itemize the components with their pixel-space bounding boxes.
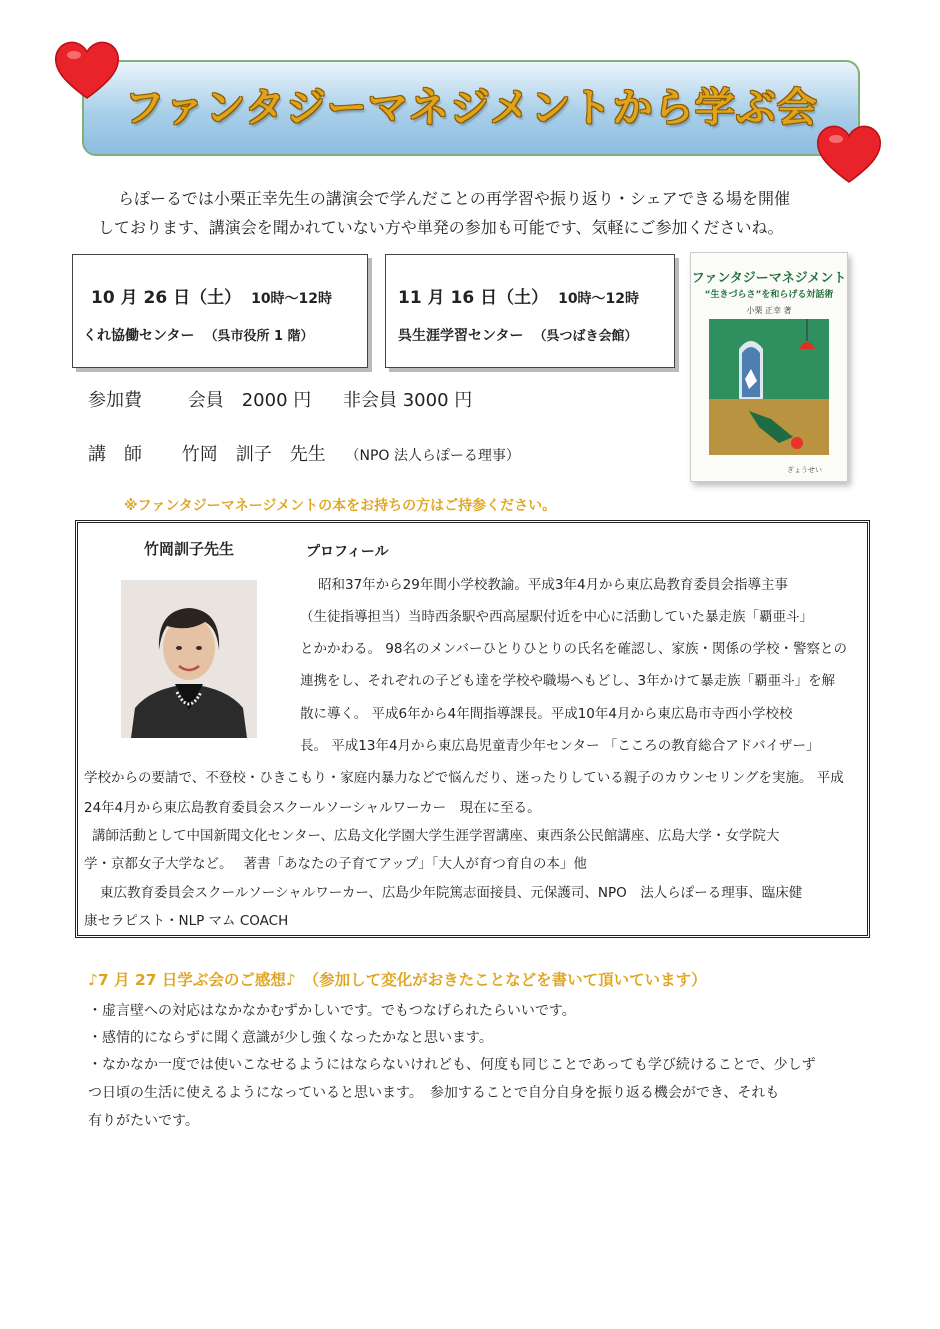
session-date: 10 月 26 日（土）	[91, 288, 242, 308]
session-box-2	[385, 254, 675, 368]
lecturer-row	[88, 440, 520, 466]
feedback-item: 有りがたいです。	[88, 1113, 199, 1129]
profile-line: 学校からの要請で、不登校・ひきこもり・家庭内暴力などで悩んだり、迷ったりしている親子のカウンセリングを実施。 平成	[84, 770, 844, 786]
profile-line: 連携をし、それぞれの子ども達を学校や職場へもどし、3年かけて暴走族「覇亜斗」を解	[300, 673, 836, 689]
profile-line: 昭和37年から29年間小学校教諭。平成3年4月から東広島教育委員会指導主事	[318, 577, 789, 593]
profile-line: 長。 平成13年4月から東広島児童青少年センター 「こころの教育総合アドバイザー」	[300, 738, 820, 754]
page-title: ファンタジーマネジメントから学ぶ会	[124, 85, 818, 131]
feedback-item: つ日頃の生活に使えるようになっていると思います。 参加することで自分自身を振り返る機会ができ、それも	[88, 1085, 780, 1101]
session-time: 10時～12時	[251, 291, 333, 307]
profile-name: 竹岡訓子先生	[144, 540, 235, 558]
profile-line: 講師活動として中国新聞文化センター、広島文化学園大学生涯学習講座、東西条公民館講座、広島大学・女学院大	[92, 828, 780, 844]
lecturer-note: （NPO 法人らぽーる理事）	[345, 448, 520, 464]
feedback-item: ・感情的にならずに聞く意識が少し強くなったかなと思います。	[88, 1030, 493, 1046]
profile-line: （生徒指導担当）当時西条駅や西高屋駅付近を中心に活動していた暴走族「覇亜斗」	[300, 609, 813, 625]
fee-nonmember: 非会員 3000 円	[343, 390, 473, 411]
fee-member: 会員 2000 円	[187, 390, 312, 411]
notice-text: ※ファンタジーマネージメントの本をお持ちの方はご持参ください。	[124, 498, 557, 514]
book-title: ファンタジーマネジメント	[691, 271, 847, 286]
book-subtitle: “生きづらさ”を和らげる対話術	[704, 290, 834, 300]
fee-row	[88, 386, 472, 412]
profile-line: とかかわる。 98名のメンバーひとりひとりの氏名を確認し、家族・関係の学校・警察との	[300, 641, 848, 657]
profile-line: 24年4月から東広島教育委員会スクールソーシャルワーカー 現在に至る。	[84, 800, 541, 816]
book-publisher: ぎょうせい	[787, 466, 822, 474]
book-author: 小栗 正幸 著	[746, 306, 792, 315]
book-illustration	[709, 319, 829, 455]
book-cover-image	[690, 252, 848, 482]
feedback-item: ・なかなか一度では使いこなせるようにはならないけれども、何度も同じことであっても学び続けることで、少しず	[88, 1057, 816, 1073]
intro-line-1: らぽーるでは小栗正幸先生の講演会で学んだことの再学習や振り返り・シェアできる場を開催	[118, 189, 791, 208]
profile-line: 康セラピスト・NLP マム COACH	[84, 913, 289, 929]
lecturer-label: 講 師	[88, 444, 142, 465]
fee-label: 参加費	[88, 390, 142, 411]
profile-line: 東広教育委員会スクールソーシャルワーカー、広島少年院篤志面接員、元保護司、NPO 法人らぽーる理事、臨床健	[100, 885, 803, 901]
heart-icon	[814, 122, 884, 186]
profile-line: 散に導く。 平成6年から4年間指導課長。平成10年4月から東広島市寺西小学校校	[300, 706, 793, 722]
lecturer-photo	[121, 580, 257, 738]
profile-line: 学・京都女子大学など。 著書「あなたの子育てアップ」「大人が育つ育自の本」他	[84, 856, 587, 872]
lecturer-name: 竹岡 訓子 先生	[181, 444, 326, 465]
session-venue: 呉生涯学習センター	[398, 328, 524, 344]
profile-heading: プロフィール	[306, 544, 389, 560]
feedback-heading: ♪7 月 27 日学ぶ会のご感想♪ （参加して変化がおきたことなどを書いて頂いています）	[88, 971, 707, 989]
heart-icon	[52, 38, 122, 102]
session-venue: くれ協働センター	[83, 328, 195, 344]
session-date: 11 月 16 日（土）	[398, 288, 549, 308]
session-venue-note: （呉市役所 1 階）	[204, 329, 314, 344]
feedback-item: ・虚言壁への対応はなかなかむずかしいです。でもつなげられたらいいです。	[88, 1003, 576, 1019]
session-time: 10時～12時	[558, 291, 640, 307]
intro-line-2: しております、講演会を聞かれていない方や単発の参加も可能です、気軽にご参加くださいね。	[98, 218, 784, 237]
session-box-1	[72, 254, 368, 368]
session-venue-note: （呉つばき会館）	[533, 329, 638, 344]
